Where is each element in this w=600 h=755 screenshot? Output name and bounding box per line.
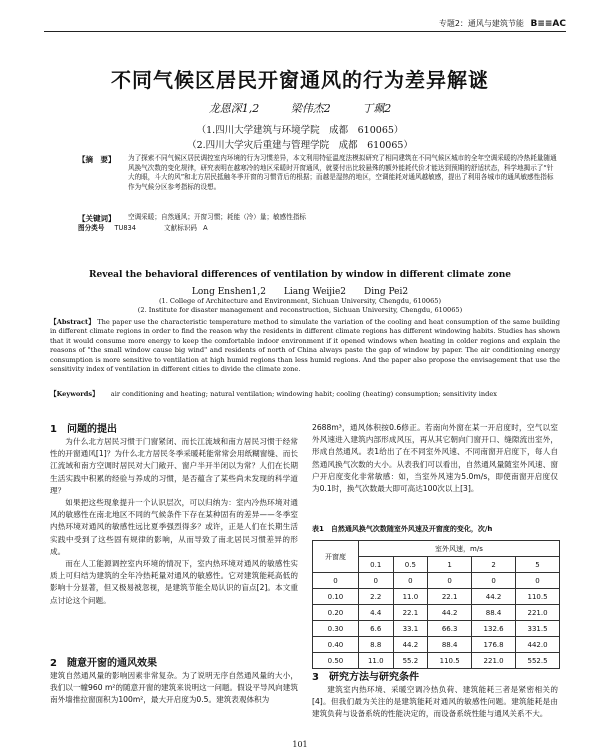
table-cell: 0.10 bbox=[313, 589, 359, 605]
table-cell: 44.2 bbox=[428, 605, 472, 621]
table-col-header: 1 bbox=[428, 557, 472, 573]
table-cell: 0 bbox=[313, 573, 359, 589]
table-cell: 44.2 bbox=[472, 589, 516, 605]
header-section: 专题2：通风与建筑节能 bbox=[438, 19, 524, 28]
english-authors: Long Enshen1,2 Liang Weijie2 Ding Pei2 bbox=[191, 287, 409, 297]
english-affiliation-1: (1. College of Architecture and Environment, Sichuan University, Chengdu, 610065) bbox=[158, 297, 442, 305]
affiliation-cn-2: （2.四川大学灾后重建与管理学院 成都 610065） bbox=[187, 140, 413, 151]
abstract-cn-label: 【摘 要】 bbox=[78, 155, 116, 164]
table-cell: 0.50 bbox=[313, 653, 359, 669]
table-cell: 33.1 bbox=[393, 621, 428, 637]
doc-code-label: 文献标识码 bbox=[164, 224, 198, 232]
table-cell: 110.5 bbox=[516, 589, 560, 605]
classification-code: TU834 bbox=[114, 224, 136, 232]
table-cell: 0 bbox=[516, 573, 560, 589]
table-cell: 6.6 bbox=[358, 621, 393, 637]
table-caption: 表1 自然通风换气次数随室外风速及开窗度的变化，次/h bbox=[312, 525, 493, 533]
table-cell: 331.5 bbox=[516, 621, 560, 637]
abstract-en-text: The paper use the characteristic temperature method to simulate the variation of the cooling and heat consumption of the same building in different climate regions in order to find the reason why the residents in different climate regions has different windowing habits. Studies has shown that it would consume more energy to keep the comfortable indoor environment if it opened windows when heating in colder regions and explain the reasons of "the small window cause big wind" and residents of north of China always paste the gap of window by paper. The air conditioning energy consumption is more sensitive to ventilation at high humid regions than less humid regions. And the paper also propose the envisagement that use the sensitivity index of ventilation in different cities to divide the climate zone. bbox=[50, 318, 560, 374]
table-cell: 11.0 bbox=[393, 589, 428, 605]
page-number: 101 bbox=[292, 740, 308, 749]
running-header bbox=[439, 18, 566, 29]
table-cell: 22.1 bbox=[428, 589, 472, 605]
table-col-header: 2 bbox=[472, 557, 516, 573]
table-row bbox=[313, 589, 560, 605]
table-col-header: 5 bbox=[516, 557, 560, 573]
english-title: Reveal the behavioral differences of ventilation by window in different climate zone bbox=[89, 270, 511, 280]
affiliation-cn-1: （1.四川大学建筑与环境学院 成都 610065） bbox=[196, 125, 404, 136]
section-3-paragraph: 建筑室内热环境、采暖空调冷热负荷、建筑能耗三者是紧密相关的[4]。但我们最为关注的是建筑能耗对通风的敏感性问题。建筑能耗是由建筑负荷与设备系统的性能决定的，而设备系统性能与通风关系不大。 bbox=[312, 685, 558, 719]
table-cell: 44.2 bbox=[393, 637, 428, 653]
section-1-paragraph-1: 为什么北方居民习惯于门窗紧闭、而长江流域和南方居民习惯于经常性的开窗通风[1]？为什么北方居民冬季采暖耗能常常会用纸糊窗缝、而长江流域和南方空调时居民对大门敞开、窗户半开半闭以为常？人们在长期生活实践中积累的经验与养成的习惯，是否蕴含了某些尚未发现的科学道理？ bbox=[50, 437, 298, 495]
table-cell: 0 bbox=[472, 573, 516, 589]
authors-cn bbox=[0, 100, 600, 116]
abstract-en bbox=[50, 318, 560, 374]
table-cell: 2.2 bbox=[358, 589, 393, 605]
doc-code: A bbox=[203, 224, 208, 232]
table-row bbox=[313, 573, 560, 589]
table-cell: 88.4 bbox=[472, 605, 516, 621]
table-col-header: 0.5 bbox=[393, 557, 428, 573]
table-cell: 0 bbox=[428, 573, 472, 589]
table-cell: 4.4 bbox=[358, 605, 393, 621]
table-cell: 0.20 bbox=[313, 605, 359, 621]
table-col-group: 室外风速，m/s bbox=[358, 541, 559, 557]
table-cell: 0 bbox=[393, 573, 428, 589]
section-1-paragraph-3: 而在人工能源调控室内环境的情况下，室内热环境对通风的敏感性实质上可归结为建筑的全年冷热耗量对通风的敏感性。它对建筑能耗高低的影响十分显著，但又极易被忽视，是建筑节能全局认识的盲点[2]。本文重点讨论这个问题。 bbox=[50, 559, 298, 605]
table-cell: 0.30 bbox=[313, 621, 359, 637]
ventilation-table bbox=[312, 540, 560, 669]
table-cell: 132.6 bbox=[472, 621, 516, 637]
table-row bbox=[313, 637, 560, 653]
table-row bbox=[313, 621, 560, 637]
keywords-cn-text: 空调采暖；自然通风；开窗习惯；耗能（冷）量；敏感性指标 bbox=[128, 213, 307, 221]
table-cell: 176.8 bbox=[472, 637, 516, 653]
table-cell: 221.0 bbox=[472, 653, 516, 669]
author-2: 梁伟杰2 bbox=[290, 102, 331, 115]
table-cell: 66.3 bbox=[428, 621, 472, 637]
journal-logo: B≡≡AC bbox=[530, 19, 566, 29]
section-2-heading: 2 随意开窗的通风效果 bbox=[50, 658, 157, 669]
table-cell: 8.8 bbox=[358, 637, 393, 653]
table-cell: 221.0 bbox=[516, 605, 560, 621]
keywords-en-label: 【Keywords】 bbox=[50, 390, 99, 398]
section-3-heading: 3 研究方法与研究条件 bbox=[312, 672, 419, 683]
table-row bbox=[313, 605, 560, 621]
table-row bbox=[313, 653, 560, 669]
classification-label: 图分类号 bbox=[78, 224, 105, 232]
table-row-header: 开窗度 bbox=[313, 541, 359, 573]
english-affiliation-2: (2. Institute for disaster management and reconstruction, Sichuan University, Chengdu, 610065) bbox=[137, 306, 463, 314]
section-1-body bbox=[50, 436, 298, 607]
section-2-paragraph: 建筑自然通风量的影响因素非常复杂。为了说明无序自然通风量的大小，我们以一幢960 m²的随意开窗的建筑来说明这一问题。假设平导风向建筑南外墙推拉窗面积为100m²，最大开启度为0.5。建筑表观体积为 bbox=[50, 671, 298, 705]
paper-title: 不同气候区居民开窗通风的行为差异解谜 bbox=[111, 68, 489, 92]
table-col-header: 0.1 bbox=[358, 557, 393, 573]
table-cell: 55.2 bbox=[393, 653, 428, 669]
table-cell: 442.0 bbox=[516, 637, 560, 653]
table-body bbox=[313, 573, 560, 669]
section-1-heading: 1 问题的提出 bbox=[50, 424, 117, 435]
keywords-en bbox=[50, 390, 560, 399]
section-1-paragraph-2: 如果把这些现象提升一个认识层次，可以归纳为：室内冷热环境对通风的敏感性在南北地区不同的气候条件下存在某种固有的差异——冬季室内热环境对通风的敏感性远比夏季强烈得多？或许，正是人们在长期生活实践中受到了这些固有规律的影响，从而导致了南北居民习惯差异的形成。 bbox=[50, 498, 298, 556]
classification-cn bbox=[78, 224, 378, 234]
keywords-en-text: air conditioning and heating; natural ventilation; windowing habit; cooling (heating) consumption; sensitivity index bbox=[110, 390, 497, 398]
table-cell: 552.5 bbox=[516, 653, 560, 669]
author-1: 龙恩深1,2 bbox=[208, 102, 260, 115]
header-rule bbox=[44, 31, 566, 32]
keywords-cn-label: 【关键词】 bbox=[78, 214, 116, 223]
table-cell: 0.40 bbox=[313, 637, 359, 653]
table-cell: 11.0 bbox=[358, 653, 393, 669]
abstract-en-label: 【Abstract】 bbox=[50, 318, 95, 326]
abstract-cn-text: 为了探索不同气候区居民调控室内环境的行为习惯差异，本文利用特征温度法模拟研究了相同建筑在不同气候区城市的全年空调采暖的冷热耗量随通风换气次数的变化规律，研究表明在越寒冷的地区采暖时开窗通风，就要付出比较悬殊的额外能耗代价才能达到预期的舒适状态，科学地揭示了“针大的眼，斗大的风”和北方居民抵触冬季开窗的习惯背后的根据；而越是湿热的地区，空调能耗对通风越敏感，提出了利用各城市的通风敏感性指标作为气候分区参考指标的设想。 bbox=[128, 154, 557, 191]
table-cell: 0 bbox=[358, 573, 393, 589]
right-column-paragraph: 2688m³，通风体积按0.6修正。若南向外窗在某一开启度时，空气以室外风速进入建筑内部形成风压，再从其它朝向门窗开口、缝隙流出室外，形成自然通风。表1给出了在不同室外风速、不同南窗开启度下，每人自然通风换气次数的大小。从表我们可以看出，自然通风量随室外风速、窗户开启度变化非常敏感：如，当室外风速为5.0m/s，即使南窗开启度仅为0.1时，换气次数最大即可高达100次以上[3]。 bbox=[312, 423, 558, 494]
table-cell: 22.1 bbox=[393, 605, 428, 621]
author-3: 丁珮2 bbox=[362, 102, 392, 115]
table-cell: 88.4 bbox=[428, 637, 472, 653]
table-cell: 110.5 bbox=[428, 653, 472, 669]
